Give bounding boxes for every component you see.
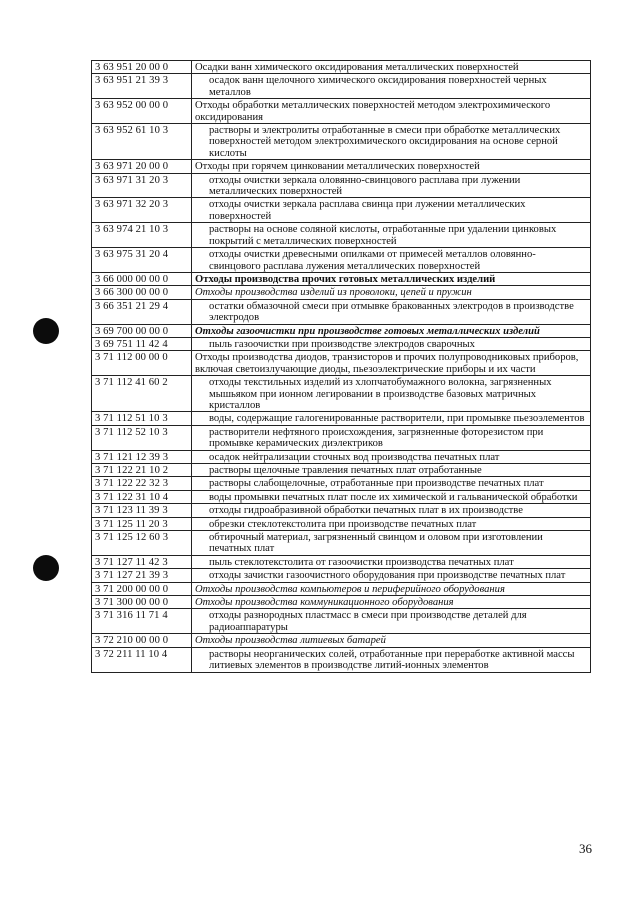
table-row (92, 490, 591, 503)
waste-description-cell: Отходы производства изделий из проволоки, цепей и пружин (192, 286, 591, 299)
binder-hole-upper (33, 318, 59, 344)
waste-description-cell: Отходы газоочистки при производстве готовых металлических изделий (192, 324, 591, 337)
waste-code-cell: 3 71 122 22 32 3 (92, 477, 192, 490)
waste-code-cell: 3 71 123 11 39 3 (92, 504, 192, 517)
table-row (92, 324, 591, 337)
waste-description-cell: Отходы производства коммуникационного оборудования (192, 596, 591, 609)
table-row (92, 596, 591, 609)
waste-code-cell: 3 71 112 41 60 2 (92, 376, 192, 412)
waste-description-cell: отходы очистки древесными опилками от примесей металлов оловянно-свинцового расплава лужения металлических поверхностей (192, 248, 591, 273)
waste-description-cell: обрезки стеклотекстолита при производстве печатных плат (192, 517, 591, 530)
table-row (92, 337, 591, 350)
table-row (92, 124, 591, 160)
table-row (92, 517, 591, 530)
waste-description-cell: воды промывки печатных плат после их химической и гальванической обработки (192, 490, 591, 503)
waste-description-cell: обтирочный материал, загрязненный свинцом и оловом при изготовлении печатных плат (192, 531, 591, 556)
table-row (92, 582, 591, 595)
table-row (92, 425, 591, 450)
table-row (92, 609, 591, 634)
waste-description-cell: пыль стеклотекстолита от газоочистки производства печатных плат (192, 555, 591, 568)
table-row (92, 286, 591, 299)
table-row (92, 450, 591, 463)
table-row (92, 555, 591, 568)
table-row (92, 477, 591, 490)
waste-description-cell: Отходы производства компьютеров и периферийного оборудования (192, 582, 591, 595)
waste-code-cell: 3 71 316 11 71 4 (92, 609, 192, 634)
waste-description-cell: отходы очистки зеркала оловянно-свинцового расплава при лужении металлических поверхностей (192, 173, 591, 198)
waste-code-cell: 3 71 200 00 00 0 (92, 582, 192, 595)
waste-description-cell: остатки обмазочной смеси при отмывке бракованных электродов в производстве электродов (192, 299, 591, 324)
waste-code-cell: 3 63 951 20 00 0 (92, 61, 192, 74)
table-row (92, 376, 591, 412)
table-row (92, 272, 591, 285)
waste-code-cell: 3 71 122 31 10 4 (92, 490, 192, 503)
waste-code-cell: 3 72 211 11 10 4 (92, 647, 192, 672)
waste-code-cell: 3 63 952 00 00 0 (92, 99, 192, 124)
table-row (92, 464, 591, 477)
waste-description-cell: Отходы при горячем цинковании металлических поверхностей (192, 160, 591, 173)
waste-code-cell: 3 63 971 20 00 0 (92, 160, 192, 173)
table-row (92, 299, 591, 324)
waste-code-cell: 3 71 112 52 10 3 (92, 425, 192, 450)
waste-code-cell: 3 71 127 21 39 3 (92, 569, 192, 582)
table-row (92, 173, 591, 198)
waste-code-cell: 3 71 125 11 20 3 (92, 517, 192, 530)
waste-description-cell: растворы и электролиты отработанные в смеси при обработке металлических поверхностей методом электрохимического оксидирования на основе серной кислоты (192, 124, 591, 160)
waste-code-cell: 3 66 351 21 29 4 (92, 299, 192, 324)
waste-description-cell: воды, содержащие галогенированные растворители, при промывке пьезоэлементов (192, 412, 591, 425)
waste-code-cell: 3 63 951 21 39 3 (92, 74, 192, 99)
table-row (92, 569, 591, 582)
waste-description-cell: отходы зачистки газоочистного оборудования при производстве печатных плат (192, 569, 591, 582)
waste-description-cell: растворы неорганических солей, отработанные при переработке активной массы литиевых элементов в производстве литий-ионных элементов (192, 647, 591, 672)
waste-description-cell: отходы очистки зеркала расплава свинца при лужении металлических поверхностей (192, 198, 591, 223)
waste-description-cell: Отходы обработки металлических поверхностей методом электрохимического оксидирования (192, 99, 591, 124)
waste-code-cell: 3 63 971 32 20 3 (92, 198, 192, 223)
waste-code-cell: 3 71 112 00 00 0 (92, 351, 192, 376)
table-row (92, 160, 591, 173)
waste-code-cell: 3 71 121 12 39 3 (92, 450, 192, 463)
waste-code-cell: 3 66 000 00 00 0 (92, 272, 192, 285)
waste-description-cell: пыль газоочистки при производстве электродов сварочных (192, 337, 591, 350)
waste-code-cell: 3 71 112 51 10 3 (92, 412, 192, 425)
waste-code-cell: 3 71 127 11 42 3 (92, 555, 192, 568)
waste-code-cell: 3 72 210 00 00 0 (92, 634, 192, 647)
waste-description-cell: отходы текстильных изделий из хлопчатобумажного волокна, загрязненных мышьяком при ионном легировании в производстве базовых матричных кристаллов (192, 376, 591, 412)
table-row (92, 351, 591, 376)
waste-description-cell: осадок ванн щелочного химического оксидирования поверхностей черных металлов (192, 74, 591, 99)
table-row (92, 61, 591, 74)
table-row (92, 504, 591, 517)
table-row (92, 99, 591, 124)
binder-hole-lower (33, 555, 59, 581)
waste-description-cell: осадок нейтрализации сточных вод производства печатных плат (192, 450, 591, 463)
waste-code-cell: 3 63 974 21 10 3 (92, 223, 192, 248)
table-row (92, 248, 591, 273)
waste-description-cell: растворы слабощелочные, отработанные при производстве печатных плат (192, 477, 591, 490)
table-row (92, 634, 591, 647)
waste-description-cell: Отходы производства прочих готовых металлических изделий (192, 272, 591, 285)
table-row (92, 223, 591, 248)
waste-code-table (91, 60, 591, 673)
waste-description-cell: растворы щелочные травления печатных плат отработанные (192, 464, 591, 477)
table-row (92, 74, 591, 99)
waste-code-cell: 3 71 125 12 60 3 (92, 531, 192, 556)
waste-code-cell: 3 71 122 21 10 2 (92, 464, 192, 477)
waste-description-cell: отходы разнородных пластмасс в смеси при производстве деталей для радиоаппаратуры (192, 609, 591, 634)
table-row (92, 531, 591, 556)
waste-code-cell: 3 69 700 00 00 0 (92, 324, 192, 337)
waste-code-cell: 3 71 300 00 00 0 (92, 596, 192, 609)
waste-code-cell: 3 66 300 00 00 0 (92, 286, 192, 299)
waste-code-cell: 3 63 975 31 20 4 (92, 248, 192, 273)
waste-description-cell: Отходы производства диодов, транзисторов и прочих полупроводниковых приборов, включая светоизлучающие диоды, пьезоэлектрические приборы и их части (192, 351, 591, 376)
table-row (92, 647, 591, 672)
waste-code-cell: 3 63 971 31 20 3 (92, 173, 192, 198)
waste-description-cell: отходы гидроабразивной обработки печатных плат в их производстве (192, 504, 591, 517)
page-number: 36 (579, 841, 592, 856)
waste-code-cell: 3 69 751 11 42 4 (92, 337, 192, 350)
waste-code-cell: 3 63 952 61 10 3 (92, 124, 192, 160)
waste-description-cell: растворы на основе соляной кислоты, отработанные при удалении цинковых покрытий с металлических поверхностей (192, 223, 591, 248)
table-row (92, 198, 591, 223)
waste-description-cell: Отходы производства литиевых батарей (192, 634, 591, 647)
table-row (92, 412, 591, 425)
waste-description-cell: растворители нефтяного происхождения, загрязненные фоторезистом при промывке керамических диэлектриков (192, 425, 591, 450)
waste-description-cell: Осадки ванн химического оксидирования металлических поверхностей (192, 61, 591, 74)
